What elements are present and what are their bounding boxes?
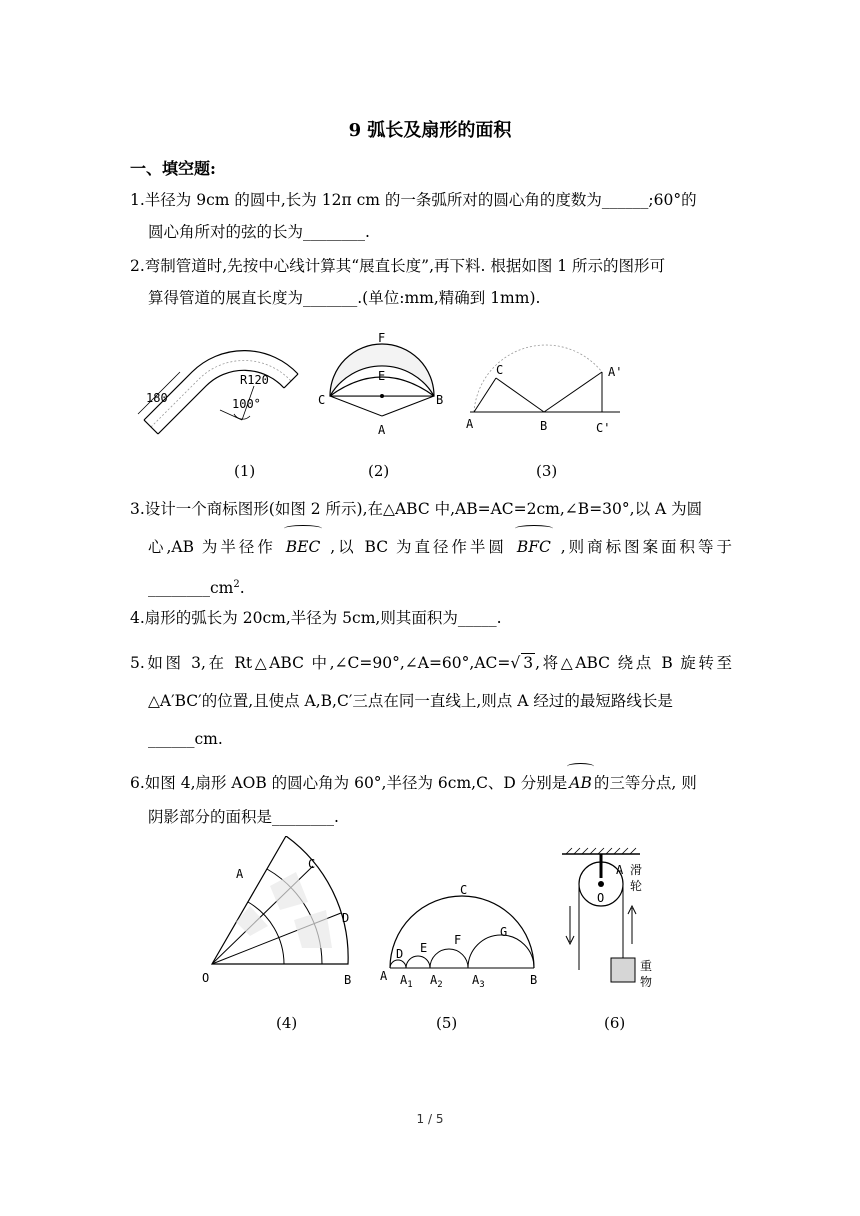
figure-5-semicircles: [380, 883, 537, 990]
figure-5-label-a1: $A_1$: [400, 973, 413, 990]
figure-5-label-a: A: [380, 969, 388, 983]
question-3-text-c: ,则商标图案面积等于: [560, 538, 733, 556]
figure-3-label-c: C: [496, 363, 504, 377]
figure-5-label-g: G: [500, 925, 508, 939]
question-5-text-a: 5.如图 3,在 Rt△ABC 中,∠C=90°,∠A=60°,AC=: [130, 654, 511, 672]
question-5-line-2: △A′BC′的位置,且使点 A,B,C′三点在同一直线上,则点 A 经过的最短路线长是: [148, 692, 673, 710]
figure-6-label-pulley-1: 滑: [630, 863, 643, 877]
figure-4-label-d: D: [342, 911, 350, 925]
figure-2-logo: [318, 331, 443, 437]
question-3-text-a: 心,AB 为半径作: [148, 538, 276, 556]
caption-figure-4: (4): [276, 1014, 298, 1032]
question-3-line-1: 3.设计一个商标图形(如图 2 所示),在△ABC 中,AB=AC=2cm,∠B=30°,以 A 为圆: [130, 500, 703, 518]
question-5-text-b: ,将△ABC 绕点 B 旋转至: [535, 654, 732, 672]
question-6-text-a: 6.如图 4,扇形 AOB 的圆心角为 60°,半径为 6cm,C、D 分别是: [130, 774, 568, 792]
figure-6-label-weight-1: 重: [640, 959, 653, 973]
figure-2-label-e: E: [378, 369, 386, 383]
page-title: 9 弧长及扇形的面积: [348, 120, 512, 141]
figure-3-label-a-prime: A': [608, 365, 623, 379]
figures-1-3: [130, 328, 630, 448]
figure-5-label-c: C: [460, 883, 468, 897]
figure-3-label-c-prime: C': [596, 421, 611, 435]
figures-4-6: [190, 836, 670, 996]
figure-1-length: 180: [146, 391, 168, 405]
figure-6-label-a: A: [616, 863, 624, 877]
question-3-end: .: [239, 579, 245, 598]
figure-1-radius: R120: [240, 373, 269, 387]
question-2-line-2: 算得管道的展直长度为_______.(单位:mm,精确到 1mm).: [148, 289, 541, 307]
figure-6-pulley: [562, 848, 652, 989]
question-5-line-3: ______cm.: [148, 730, 223, 748]
caption-figure-5: (5): [436, 1014, 458, 1032]
figure-3-rotation: [466, 345, 622, 435]
figure-4-label-o: O: [202, 971, 210, 985]
question-1-line-2: 圆心角所对的弦的长为________.: [148, 223, 370, 241]
figure-5-label-b: B: [530, 973, 538, 987]
figure-4-label-c: C: [308, 857, 316, 871]
question-1: [130, 184, 732, 248]
question-6-text-b: 的三等分点, 则: [593, 774, 697, 792]
question-3-blank: ________cm: [148, 579, 234, 598]
question-4-line-1: 4.扇形的弧长为 20cm,半径为 5cm,则其面积为_____.: [130, 609, 502, 627]
sqrt-value: 3: [523, 654, 534, 672]
caption-figure-2: (2): [368, 462, 390, 480]
question-3: [130, 490, 732, 607]
question-6-line-2: 阴影部分的面积是________.: [148, 808, 339, 826]
arc-bfc: BFC: [515, 528, 553, 566]
figure-5-label-a2: $A_2$: [430, 973, 443, 990]
figure-2-label-a: A: [378, 423, 386, 437]
figure-4-label-b: B: [344, 973, 352, 987]
question-3-line-3: [130, 566, 732, 607]
section-heading: 一、填空题:: [130, 159, 216, 178]
figure-4-sector: [202, 836, 351, 987]
arc-ab: AB: [567, 766, 594, 800]
figure-5-label-f: F: [454, 933, 462, 947]
question-3-text-b: ,以 BC 为直径作半圆: [330, 538, 507, 556]
question-2: [130, 250, 732, 314]
figure-6-label-o: O: [597, 891, 605, 905]
question-3-superscript: 2: [233, 579, 240, 590]
figure-5-label-e: E: [420, 941, 428, 955]
caption-figure-3: (3): [536, 462, 558, 480]
figure-2-label-b: B: [436, 393, 444, 407]
question-6-line-1: [130, 766, 732, 800]
page-number: 1 / 5: [416, 1112, 444, 1126]
question-4: [130, 602, 732, 634]
question-2-line-1: 2.弯制管道时,先按中心线计算其“展直长度”,再下料. 根据如图 1 所示的图形可: [130, 257, 666, 275]
figure-1-pipe: [138, 351, 298, 434]
caption-figure-6: (6): [604, 1014, 626, 1032]
figure-4-label-a: A: [236, 867, 244, 881]
figure-6-label-weight-2: 物: [640, 975, 653, 989]
caption-figure-1: (1): [234, 462, 256, 480]
figure-5-label-d: D: [396, 947, 404, 961]
question-6: [130, 766, 732, 834]
figure-3-label-a: A: [466, 417, 474, 431]
figure-2-label-f: F: [378, 331, 386, 345]
figure-2-label-c: C: [318, 393, 326, 407]
question-1-line-1: 1.半径为 9cm 的圆中,长为 12π cm 的一条弧所对的圆心角的度数为______;60°的: [130, 191, 697, 209]
figure-6-label-pulley-2: 轮: [630, 879, 643, 893]
figure-3-label-b: B: [540, 419, 548, 433]
figure-5-label-a3: $A_3$: [472, 973, 485, 990]
question-5-line-1: 5.如图 3,在 Rt△ABC 中,∠C=90°,∠A=60°,AC=√ 3 ,将△ABC 绕点 B 旋转至: [130, 654, 732, 672]
question-3-line-2: [130, 528, 732, 566]
arc-bec: BEC: [284, 528, 323, 566]
question-5: [130, 644, 732, 758]
figure-1-angle: 100°: [232, 397, 261, 411]
